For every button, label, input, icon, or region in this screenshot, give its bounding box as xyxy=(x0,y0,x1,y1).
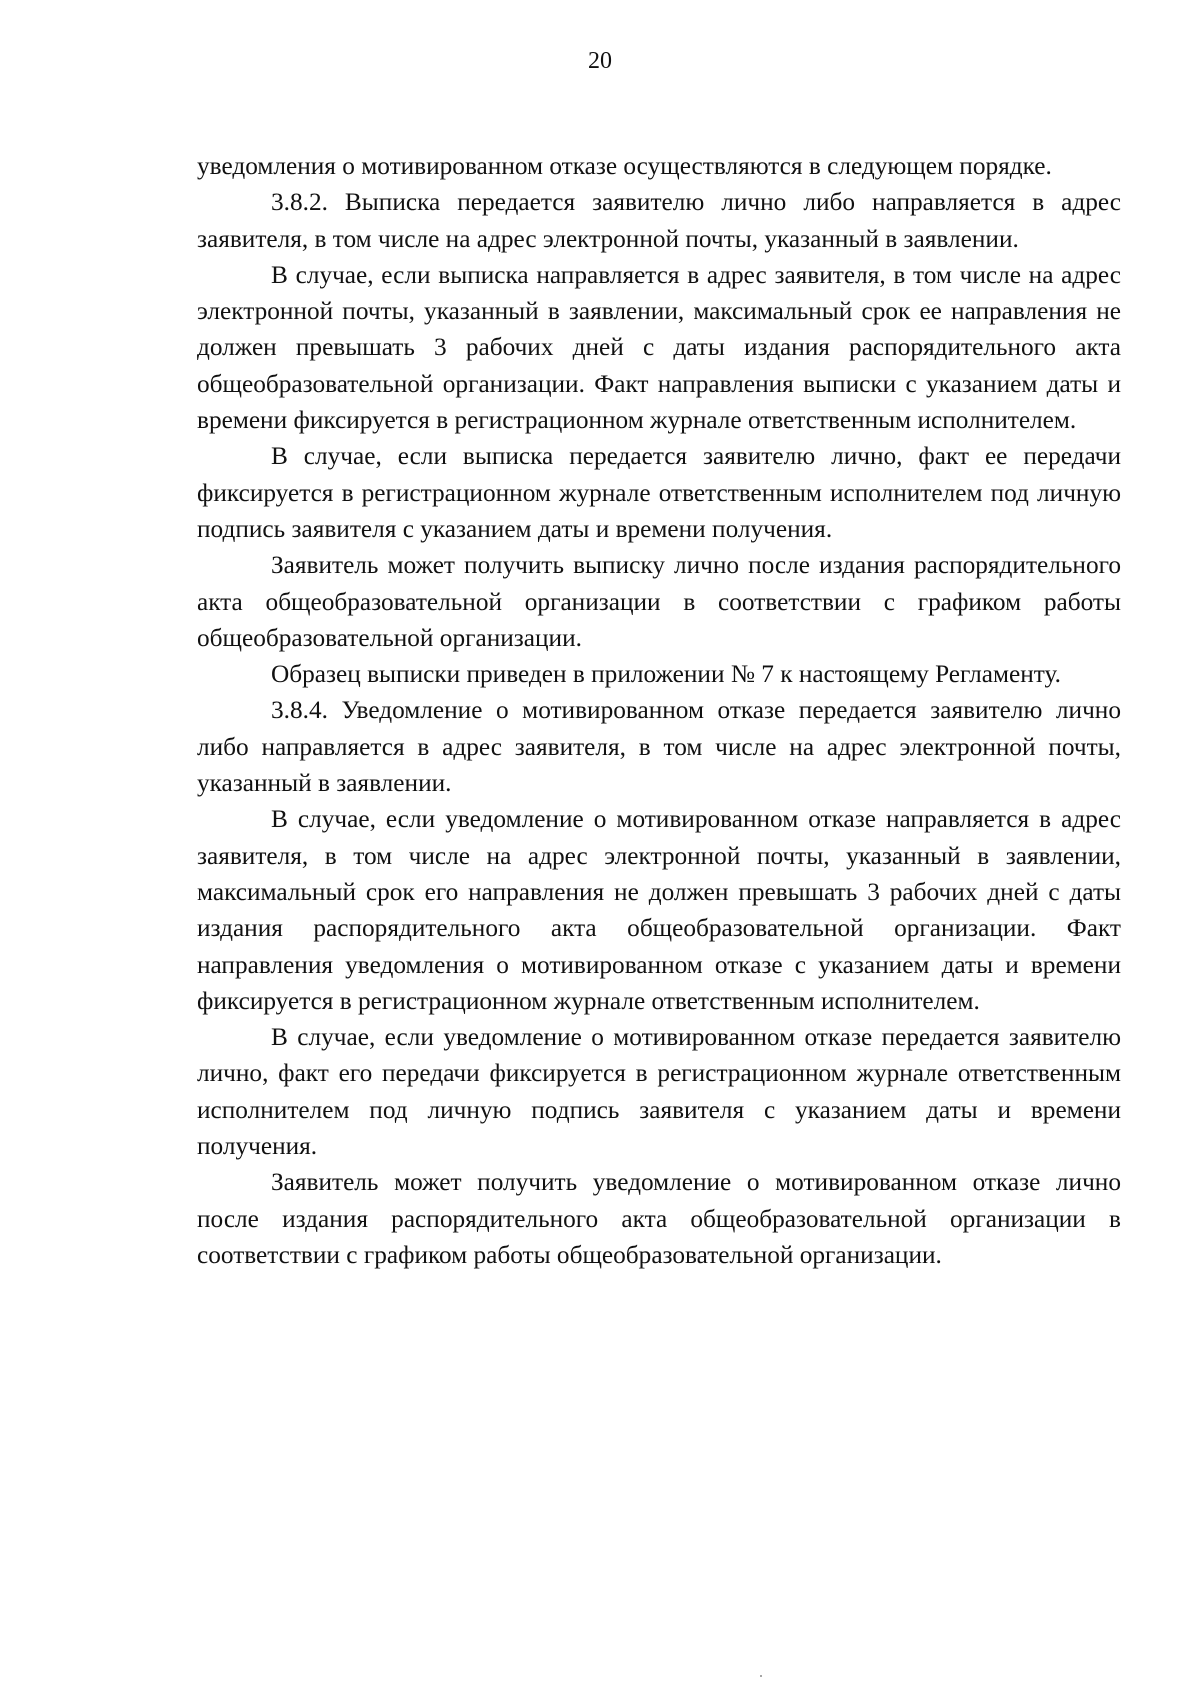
page-number: 20 xyxy=(588,48,612,74)
paragraph-continuation: уведомления о мотивированном отказе осуществляются в следующем порядке. xyxy=(197,152,1052,180)
paragraph-3-8-2: 3.8.2. Выписка передается заявителю лично либо направляется в адрес заявителя, в том числе на адрес электронной почты, указанный в заявлении. xyxy=(197,188,1121,253)
paragraph-extract-sample: Образец выписки приведен в приложении № 7 к настоящему Регламенту. xyxy=(271,660,1061,689)
paragraph-3-8-4: 3.8.4. Уведомление о мотивированном отказе передается заявителю лично либо направляется в адрес заявителя, в том числе на адрес электронной почты, указанный в заявлении. xyxy=(197,696,1121,798)
paragraph-refusal-handed-personally: В случае, если уведомление о мотивированном отказе передается заявителю лично, факт его передачи фиксируется в регистрационном журнале ответственным исполнителем под личную подпись заявителя с указанием даты и времени получения. xyxy=(197,1023,1121,1161)
document-body xyxy=(197,148,1121,1273)
scan-speck xyxy=(760,1675,762,1677)
paragraph-applicant-may-receive-refusal: Заявитель может получить уведомление о мотивированном отказе лично после издания распорядительного акта общеобразовательной организации в соответствии с графиком работы общеобразовательной организации. xyxy=(197,1168,1121,1269)
paragraph-extract-sent-deadline: В случае, если выписка направляется в адрес заявителя, в том числе на адрес электронной почты, указанный в заявлении, максимальный срок ее направления не должен превышать 3 рабочих дней с даты издания распорядительного акта общеобразовательной организации. Факт направления выписки с указанием даты и времени фиксируется в регистрационном журнале ответственным исполнителем. xyxy=(197,260,1121,435)
paragraph-refusal-sent-deadline: В случае, если уведомление о мотивированном отказе направляется в адрес заявителя, в том числе на адрес электронной почты, указанный в заявлении, максимальный срок его направления не должен превышать 3 рабочих дней с даты издания распорядительного акта общеобразовательной организации. Факт направления уведомления о мотивированном отказе с указанием даты и времени фиксируется в регистрационном журнале ответственным исполнителем. xyxy=(197,805,1121,1015)
paragraph-extract-handed-personally: В случае, если выписка передается заявителю лично, факт ее передачи фиксируется в регистрационном журнале ответственным исполнителем под личную подпись заявителя с указанием даты и времени получения. xyxy=(197,442,1121,543)
paragraph-applicant-may-receive-extract: Заявитель может получить выписку лично после издания распорядительного акта общеобразовательной организации в соответствии с графиком работы общеобразовательной организации. xyxy=(197,551,1121,652)
